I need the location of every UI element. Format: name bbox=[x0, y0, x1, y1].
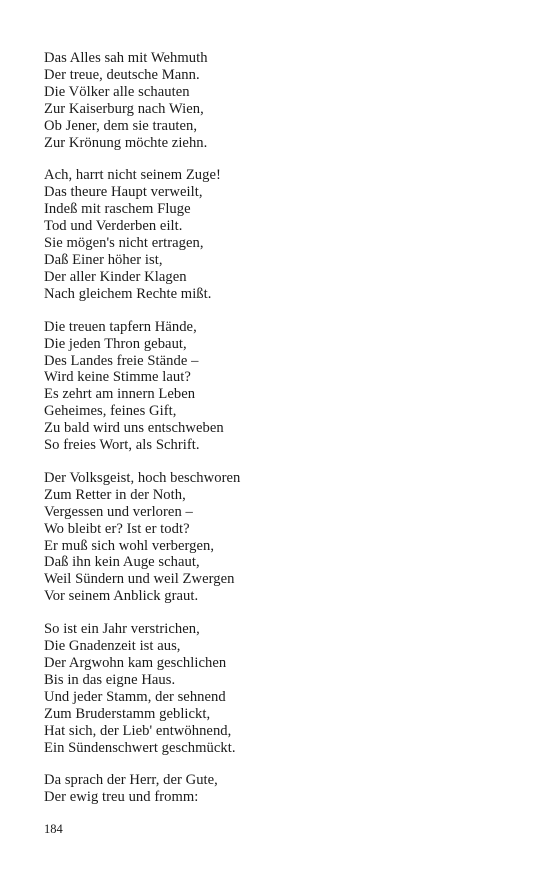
verse-line: Vor seinem Anblick graut. bbox=[44, 588, 199, 605]
stanza bbox=[44, 167, 514, 302]
verse-line: Zur Kaiserburg nach Wien, bbox=[44, 100, 204, 117]
verse-line: Die Gnadenzeit ist aus, bbox=[44, 638, 181, 655]
verse-line: Wo bleibt er? Ist er todt? bbox=[44, 520, 190, 537]
verse-line: Bis in das eigne Haus. bbox=[44, 671, 176, 688]
page-number: 184 bbox=[44, 822, 63, 836]
verse-line: Vergessen und verloren – bbox=[44, 503, 193, 520]
verse-line: Ein Sündenschwert geschmückt. bbox=[44, 739, 236, 756]
stanza bbox=[44, 621, 514, 756]
verse-line: Hat sich, der Lieb' entwöhnend, bbox=[44, 722, 232, 739]
verse-line: Ob Jener, dem sie trauten, bbox=[44, 117, 198, 134]
verse-line: Weil Sündern und weil Zwergen bbox=[44, 571, 235, 588]
verse-line: Der aller Kinder Klagen bbox=[44, 268, 187, 285]
verse-line: Die Völker alle schauten bbox=[44, 83, 190, 100]
verse-line: Tod und Verderben eilt. bbox=[44, 218, 183, 235]
verse-line: Er muß sich wohl verbergen, bbox=[44, 537, 215, 554]
poem-text bbox=[44, 50, 514, 822]
verse-line: Indeß mit raschem Fluge bbox=[44, 201, 191, 218]
verse-line: Wird keine Stimme laut? bbox=[44, 369, 191, 386]
verse-line: Des Landes freie Stände – bbox=[44, 352, 199, 369]
verse-line: Die jeden Thron gebaut, bbox=[44, 335, 187, 352]
verse-line: So freies Wort, als Schrift. bbox=[44, 437, 200, 454]
verse-line: Das Alles sah mit Wehmuth bbox=[44, 50, 208, 66]
verse-line: Der Argwohn kam geschlichen bbox=[44, 655, 227, 671]
verse-line: Das theure Haupt verweilt, bbox=[44, 184, 203, 201]
verse-line: Zum Bruderstamm geblickt, bbox=[44, 705, 211, 722]
verse-line: Zum Retter in der Noth, bbox=[44, 486, 186, 503]
verse-line: Der ewig treu und fromm: bbox=[44, 789, 199, 806]
verse-line: Ach, harrt nicht seinem Zuge! bbox=[44, 167, 221, 184]
verse-line: Sie mögen's nicht ertragen, bbox=[44, 235, 204, 252]
verse-line: Daß ihn kein Auge schaut, bbox=[44, 554, 200, 571]
verse-line: Zu bald wird uns entschweben bbox=[44, 420, 224, 437]
verse-line: Es zehrt am innern Leben bbox=[44, 386, 196, 403]
verse-line: Und jeder Stamm, der sehnend bbox=[44, 688, 226, 705]
verse-line: Der treue, deutsche Mann. bbox=[44, 66, 200, 83]
verse-line: Da sprach der Herr, der Gute, bbox=[44, 772, 218, 789]
verse-line: Geheimes, feines Gift, bbox=[44, 403, 177, 420]
stanza bbox=[44, 319, 514, 454]
stanza bbox=[44, 772, 514, 806]
stanza bbox=[44, 50, 514, 151]
verse-line: Der Volksgeist, hoch beschworen bbox=[44, 469, 241, 486]
verse-line: Zur Krönung möchte ziehn. bbox=[44, 134, 208, 151]
verse-line: So ist ein Jahr verstrichen, bbox=[44, 621, 200, 638]
verse-line: Die treuen tapfern Hände, bbox=[44, 318, 197, 335]
stanza bbox=[44, 470, 514, 605]
verse-line: Nach gleichem Rechte mißt. bbox=[44, 285, 212, 302]
verse-line: Daß Einer höher ist, bbox=[44, 251, 163, 268]
